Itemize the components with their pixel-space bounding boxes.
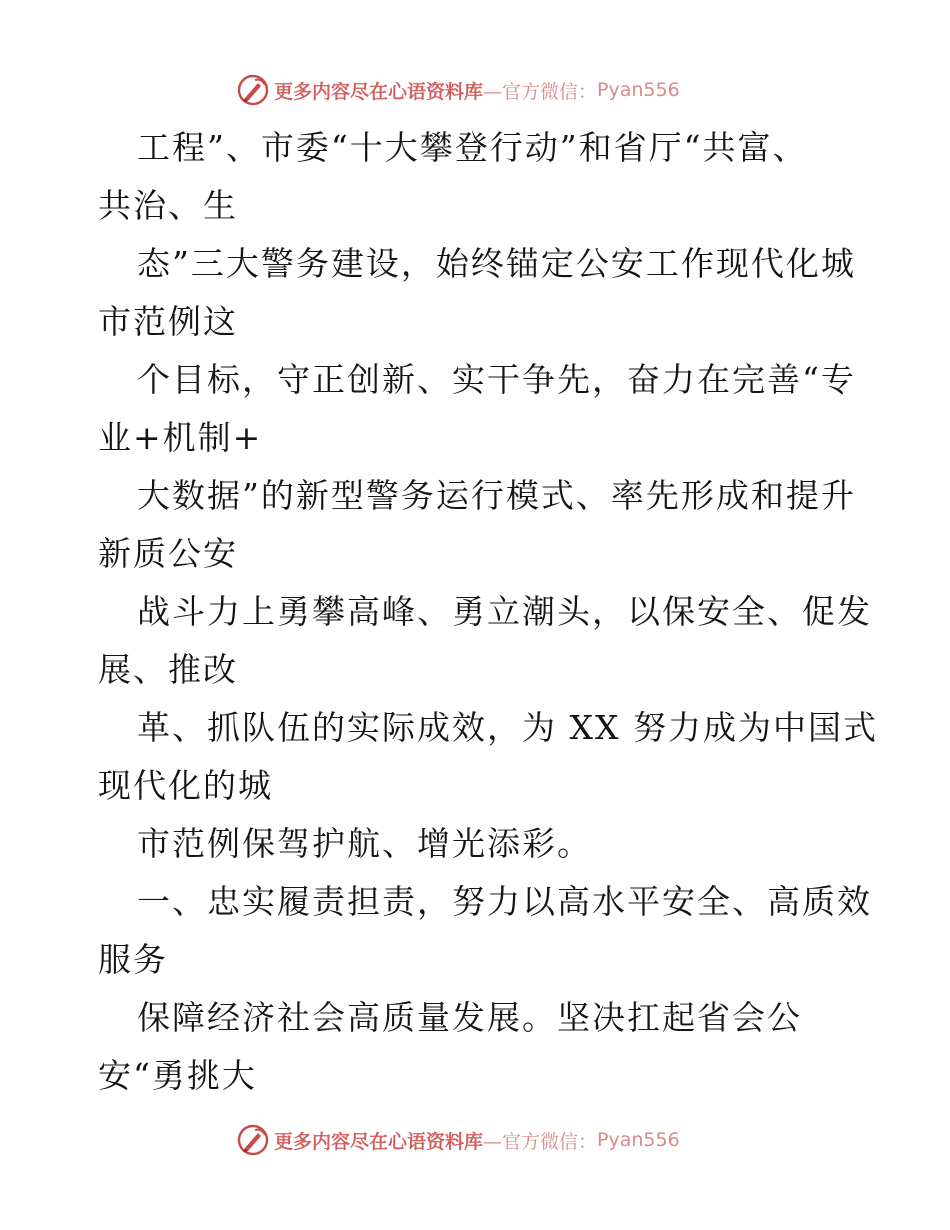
text-line: 保障经济社会高质量发展。坚决扛起省会公 <box>137 998 802 1037</box>
watermark-sub-text: —官方微信： <box>483 1130 598 1153</box>
pen-logo-icon <box>236 73 270 107</box>
text-line: 安“勇挑大 <box>98 1056 257 1095</box>
watermark-wechat-id: Pyan556 <box>597 79 680 101</box>
text-line: 态”三大警务建设，始终锚定公安工作现代化城 <box>137 244 856 283</box>
text-line: 现代化的城 <box>98 766 273 805</box>
text-line: 共治、生 <box>98 186 238 225</box>
text-line: 工程”、市委“十大攀登行动”和省厅“共富、 <box>137 128 808 167</box>
text-line: 新质公安 <box>98 534 238 573</box>
header-watermark <box>236 72 680 108</box>
text-line: 大数据”的新型警务运行模式、率先形成和提升 <box>137 476 856 515</box>
footer-watermark <box>236 1122 680 1158</box>
text-line: 个目标，守正创新、实干争先，奋力在完善“专 <box>137 360 856 399</box>
watermark-main-text: 更多内容尽在心语资料库 <box>274 80 484 103</box>
watermark-sub-text: —官方微信： <box>483 80 598 103</box>
watermark-wechat-id: Pyan556 <box>597 1129 680 1151</box>
text-line: 市范例保驾护航、增光添彩。 <box>137 824 592 863</box>
text-line: 战斗力上勇攀高峰、勇立潮头，以保安全、促发 <box>137 592 872 631</box>
text-line: 展、推改 <box>98 650 238 689</box>
text-line: 业+机制+ <box>98 418 263 457</box>
pen-logo-icon <box>236 1123 270 1157</box>
text-line: 市范例这 <box>98 302 238 341</box>
watermark-main-text: 更多内容尽在心语资料库 <box>274 1130 484 1153</box>
text-line: 一、忠实履责担责，努力以高水平安全、高质效 <box>137 882 872 921</box>
text-line: 革、抓队伍的实际成效，为 XX 努力成为中国式 <box>137 708 878 747</box>
text-line: 服务 <box>98 940 168 979</box>
